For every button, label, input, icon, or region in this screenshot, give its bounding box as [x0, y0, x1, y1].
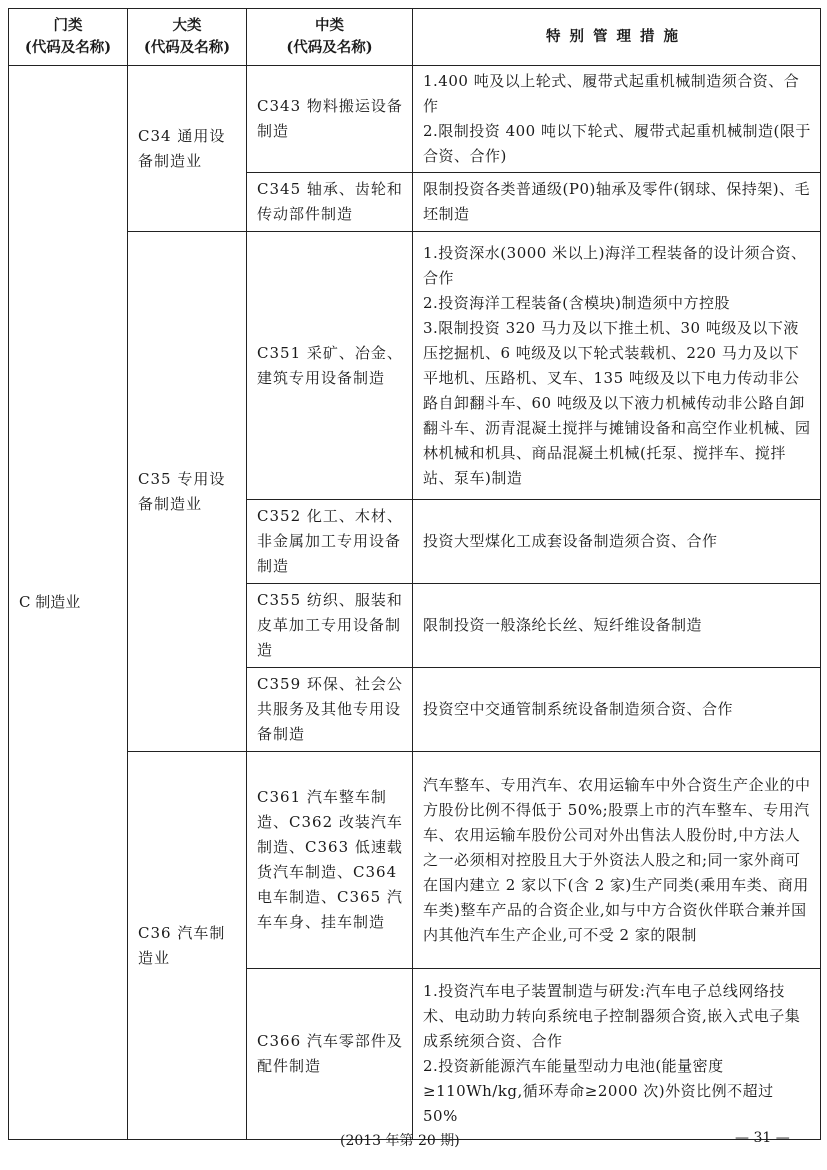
header-mid [247, 9, 413, 66]
measures-table [8, 8, 821, 1140]
mid-cell: C345 轴承、齿轮和传动部件制造 [247, 173, 413, 232]
mid-cell: C351 采矿、冶金、建筑专用设备制造 [247, 232, 413, 500]
measure-line: 汽车整车、专用汽车、农用运输车中外合资生产企业的中方股份比例不得低于 50%;股票上市的汽车整车、专用汽车、农用运输车股份公司对外出售法人股份时,中方法人之一必须相对控股且大于外资法人股之和;同一家外商可在国内建立 2 家以下(含 2 家)生产同类(乘用车类、商用车类)整车产品的合资企业,如与中方合资伙伴联合兼并国内其他汽车生产企业,可不受 2 家的限制 [423, 775, 811, 944]
measure-cell [413, 584, 821, 668]
measure-cell [413, 969, 821, 1140]
measure-line: 投资空中交通管制系统设备制造须合资、合作 [423, 700, 734, 718]
measure-cell [413, 752, 821, 969]
measure-line: 2.限制投资 400 吨以下轮式、履带式起重机械制造(限于合资、合作) [423, 122, 811, 165]
header-door-title: 门类 [53, 17, 83, 34]
table-row [9, 752, 821, 969]
mid-cell: C359 环保、社会公共服务及其他专用设备制造 [247, 668, 413, 752]
measure-line: 1.400 吨及以上轮式、履带式起重机械制造须合资、合作 [423, 72, 800, 115]
measure-cell [413, 66, 821, 173]
header-measures: 特别管理措施 [413, 9, 821, 66]
measure-line: 1.投资汽车电子装置制造与研发:汽车电子总线网络技术、电动助力转向系统电子控制器须合资,嵌入式电子集成系统须合资、合作 [423, 982, 801, 1050]
mid-cell: C366 汽车零部件及配件制造 [247, 969, 413, 1140]
issue-label: (2013 年第 20 期) [340, 1133, 460, 1149]
mid-cell: C352 化工、木材、非金属加工专用设备制造 [247, 500, 413, 584]
measure-line: 2.投资海洋工程装备(含模块)制造须中方控股 [423, 293, 731, 312]
mid-cell: C361 汽车整车制造、C362 改装汽车制造、C363 低速载货汽车制造、C364 电车制造、C365 汽车车身、挂车制造 [247, 752, 413, 969]
measure-cell [413, 500, 821, 584]
measure-cell [413, 232, 821, 500]
measure-cell [413, 668, 821, 752]
major-cell: C34 通用设备制造业 [128, 66, 247, 232]
header-row [9, 9, 821, 66]
header-mid-sub: (代码及名称) [286, 39, 373, 56]
header-major [128, 9, 247, 66]
major-cell: C36 汽车制造业 [128, 752, 247, 1140]
header-major-sub: (代码及名称) [143, 39, 231, 56]
measure-line: 1.投资深水(3000 米以上)海洋工程装备的设计须合资、合作 [423, 243, 807, 287]
measure-line: 3.限制投资 320 马力及以下推土机、30 吨级及以下液压挖掘机、6 吨级及以下轮式装载机、220 马力及以下平地机、压路机、叉车、135 吨级及以下电力传动非公路自卸翻斗车、60 吨级及以下液力机械传动非公路自卸翻斗车、沥青混凝土搅拌与摊铺设备和高空作业机械、园林机械和机具、商品混凝土机械(托泵、搅拌车、搅拌站、泵车)制造 [423, 318, 811, 487]
measure-line: 投资大型煤化工成套设备制造须合资、合作 [423, 532, 718, 550]
table-row [9, 66, 821, 173]
header-mid-title: 中类 [315, 17, 344, 34]
mid-cell: C343 物料搬运设备制造 [247, 66, 413, 173]
measure-line: 限制投资一般涤纶长丝、短纤维设备制造 [423, 616, 703, 634]
measure-cell [413, 173, 821, 232]
measure-line: 2.投资新能源汽车能量型动力电池(能量密度≥110Wh/kg,循环寿命≥2000 次)外资比例不超过 50% [423, 1057, 774, 1125]
door-cell: C 制造业 [9, 66, 128, 1140]
mid-cell: C355 纺织、服装和皮革加工专用设备制造 [247, 584, 413, 668]
major-cell: C35 专用设备制造业 [128, 232, 247, 752]
measure-line: 限制投资各类普通级(P0)轴承及零件(钢球、保持架)、毛坯制造 [423, 180, 811, 223]
table-row [9, 232, 821, 500]
header-door [9, 9, 128, 66]
header-door-sub: (代码及名称) [24, 39, 112, 56]
page-number: — 31 — [735, 1130, 790, 1146]
header-major-title: 大类 [172, 17, 202, 34]
